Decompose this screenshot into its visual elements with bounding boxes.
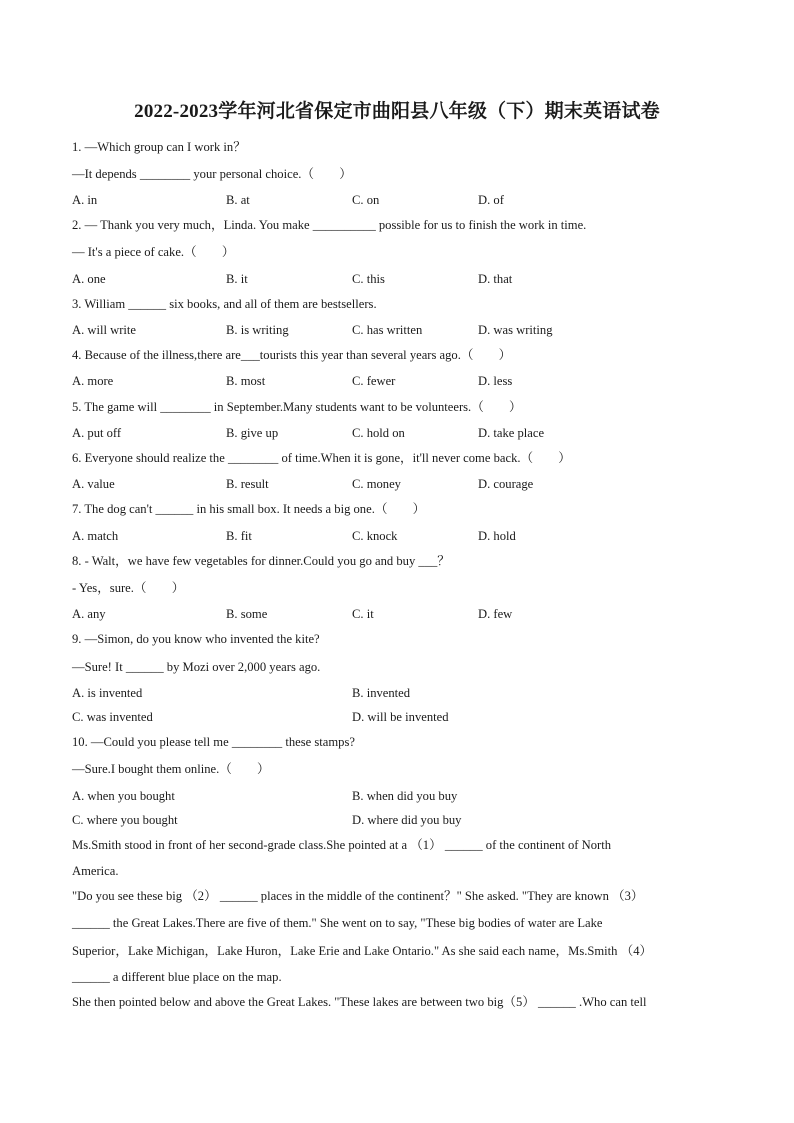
- option-c: C. has written: [352, 323, 423, 337]
- question-1-stem: 1. —Which group can I work in？: [72, 140, 246, 154]
- question-7-options: [0, 528, 794, 544]
- option-a: A. more: [72, 374, 114, 388]
- question-8-line2: - Yes，sure.（ ）: [72, 581, 185, 595]
- question-7-stem: 7. The dog can't ______ in his small box. It needs a big one.（ ）: [72, 502, 426, 516]
- option-b: B. most: [226, 374, 266, 388]
- option-b: B. give up: [226, 426, 279, 440]
- question-10-options-row1: [0, 788, 794, 804]
- option-c: C. it: [352, 607, 374, 621]
- option-d: D. where did you buy: [352, 813, 462, 827]
- option-b: B. some: [226, 607, 268, 621]
- option-c: C. this: [352, 272, 385, 286]
- option-b: B. invented: [352, 686, 411, 700]
- question-2-line2: — It's a piece of cake.（ ）: [72, 245, 235, 259]
- option-b: B. is writing: [226, 323, 289, 337]
- option-b: B. when did you buy: [352, 789, 458, 803]
- question-10-stem: 10. —Could you please tell me ________ these stamps?: [72, 735, 355, 749]
- question-8-options: [0, 606, 794, 622]
- option-a: A. is invented: [72, 686, 143, 700]
- question-6-stem: 6. Everyone should realize the ________ of time.When it is gone，it'll never come back.（ ）: [72, 451, 571, 465]
- question-4-options: [0, 373, 794, 389]
- question-9-options-row2: [0, 709, 794, 725]
- option-a: A. put off: [72, 426, 122, 440]
- question-5-options: [0, 425, 794, 441]
- question-2-options: [0, 271, 794, 287]
- option-a: A. in: [72, 193, 98, 207]
- passage-line-1: Ms.Smith stood in front of her second-grade class.She pointed at a （1） ______ of the continent of North: [72, 838, 611, 852]
- option-c: C. where you bought: [72, 813, 178, 827]
- exam-title: 2022-2023学年河北省保定市曲阳县八年级（下）期末英语试卷: [134, 101, 660, 122]
- question-10-options-row2: [0, 812, 794, 828]
- option-b: B. result: [226, 477, 269, 491]
- option-d: D. of: [478, 193, 504, 207]
- option-c: C. knock: [352, 529, 398, 543]
- option-d: D. less: [478, 374, 513, 388]
- option-a: A. one: [72, 272, 106, 286]
- option-c: C. was invented: [72, 710, 153, 724]
- passage-line-2: America.: [72, 864, 119, 878]
- question-2-stem: 2. — Thank you very much，Linda. You make __________ possible for us to finish the work in time.: [72, 218, 587, 232]
- option-d: D. will be invented: [352, 710, 449, 724]
- question-9-options-row1: [0, 685, 794, 701]
- question-5-stem: 5. The game will ________ in September.Many students want to be volunteers.（ ）: [72, 400, 522, 414]
- passage-line-5: Superior，Lake Michigan，Lake Huron，Lake Erie and Lake Ontario." As she said each name，Ms.Smith （4）: [72, 944, 653, 958]
- option-c: C. fewer: [352, 374, 396, 388]
- question-9-stem: 9. —Simon, do you know who invented the kite?: [72, 632, 320, 646]
- passage-line-4: ______ the Great Lakes.There are five of them." She went on to say, "These big bodies of water are Lake: [72, 916, 603, 930]
- option-d: D. that: [478, 272, 513, 286]
- option-a: A. when you bought: [72, 789, 175, 803]
- option-d: D. was writing: [478, 323, 553, 337]
- passage-line-3: "Do you see these big （2） ______ places in the middle of the continent？" She asked. "They are known （3）: [72, 889, 644, 903]
- passage-line-7: She then pointed below and above the Great Lakes. "These lakes are between two big（5） ______ .Who can tell: [72, 995, 647, 1009]
- option-b: B. it: [226, 272, 248, 286]
- option-d: D. hold: [478, 529, 516, 543]
- option-a: A. any: [72, 607, 106, 621]
- passage-line-6: ______ a different blue place on the map.: [72, 970, 282, 984]
- option-a: A. value: [72, 477, 115, 491]
- option-b: B. at: [226, 193, 250, 207]
- question-1-line2: —It depends ________ your personal choice.（ ）: [72, 167, 352, 181]
- question-3-stem: 3. William ______ six books, and all of them are bestsellers.: [72, 297, 377, 311]
- option-a: A. will write: [72, 323, 137, 337]
- question-3-options: [0, 322, 794, 338]
- question-6-options: [0, 476, 794, 492]
- question-9-line2: —Sure! It ______ by Mozi over 2,000 years ago.: [72, 660, 321, 674]
- option-c: C. money: [352, 477, 401, 491]
- question-4-stem: 4. Because of the illness,there are___tourists this year than several years ago.（ ）: [72, 348, 512, 362]
- option-b: B. fit: [226, 529, 252, 543]
- question-10-line2: —Sure.I bought them online.（ ）: [72, 762, 270, 776]
- option-d: D. courage: [478, 477, 534, 491]
- question-8-stem: 8. - Walt，we have few vegetables for dinner.Could you go and buy ___？: [72, 554, 450, 568]
- option-c: C. on: [352, 193, 380, 207]
- option-d: D. take place: [478, 426, 545, 440]
- option-c: C. hold on: [352, 426, 405, 440]
- question-1-options: [0, 192, 794, 208]
- option-a: A. match: [72, 529, 119, 543]
- option-d: D. few: [478, 607, 513, 621]
